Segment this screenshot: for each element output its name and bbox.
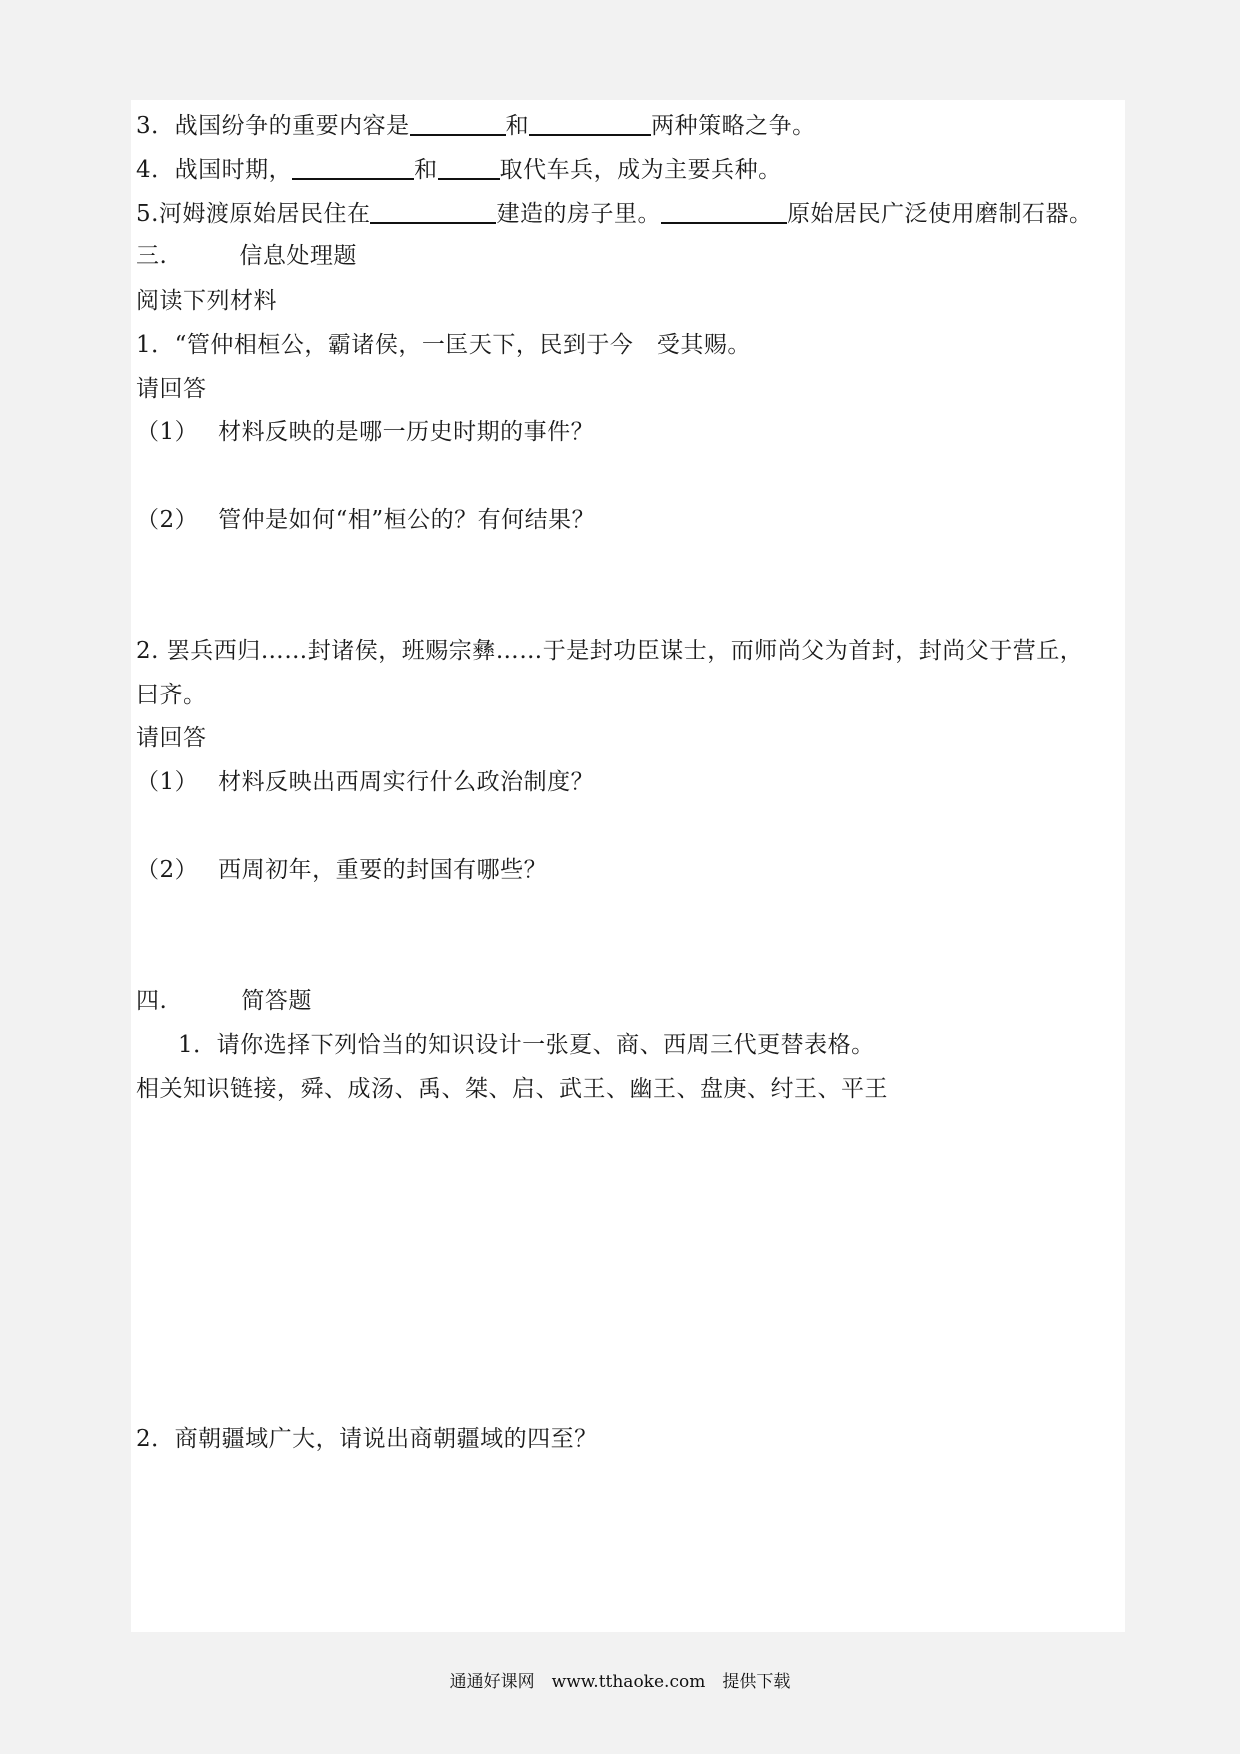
answer-blank[interactable] <box>370 198 496 224</box>
short-answer-2-text: 2．商朝疆域广大，请说出商朝疆域的四至？ <box>136 1426 598 1452</box>
answer-blank[interactable] <box>410 110 506 136</box>
material-2-text-line-2: 曰齐。 <box>136 682 207 708</box>
section-3-heading: 三. 信息处理题 <box>136 243 357 269</box>
section-4-heading: 四. 简答题 <box>136 988 312 1014</box>
material-2-prompt: 请回答 <box>136 725 207 751</box>
section-3-intro: 阅读下列材料 <box>136 288 277 314</box>
answer-blank[interactable] <box>438 154 500 180</box>
material-2-question-2: （2） 西周初年，重要的封国有哪些？ <box>136 857 548 883</box>
fill-in-question-5: 5.河姆渡原始居民住在 建造的房子里。 原始居民广泛使用磨制石器。 <box>136 198 1092 229</box>
fill-in-question-3: 3．战国纷争的重要内容是 和 两种策略之争。 <box>136 110 816 141</box>
material-1-prompt: 请回答 <box>136 376 207 402</box>
page-footer: 通通好课网 www.tthaoke.com 提供下载 <box>449 1672 791 1692</box>
answer-blank[interactable] <box>292 154 414 180</box>
fill-in-question-4: 4．战国时期， 和 取代车兵，成为主要兵种。 <box>136 154 782 185</box>
material-1-question-1: （1） 材料反映的是哪一历史时期的事件？ <box>136 419 595 445</box>
answer-blank[interactable] <box>529 110 651 136</box>
material-2-question-1: （1） 材料反映出西周实行什么政治制度？ <box>136 769 595 795</box>
answer-blank[interactable] <box>661 198 787 224</box>
short-answer-1-knowledge-links: 相关知识链接，舜、成汤、禹、桀、启、武王、幽王、盘庚、纣王、平王 <box>136 1076 888 1102</box>
material-1-text: 1．“管仲相桓公，霸诸侯，一匡天下，民到于今 受其赐。 <box>136 332 751 358</box>
material-1-question-2: （2） 管仲是如何“相”桓公的？有何结果？ <box>136 507 596 533</box>
short-answer-1-text: 1．请你选择下列恰当的知识设计一张夏、商、西周三代更替表格。 <box>178 1032 875 1058</box>
material-2-text-line-1: 2. 罢兵西归……封诸侯，班赐宗彝……于是封功臣谋士，而师尚父为首封，封尚父于营丘， <box>136 638 1084 664</box>
